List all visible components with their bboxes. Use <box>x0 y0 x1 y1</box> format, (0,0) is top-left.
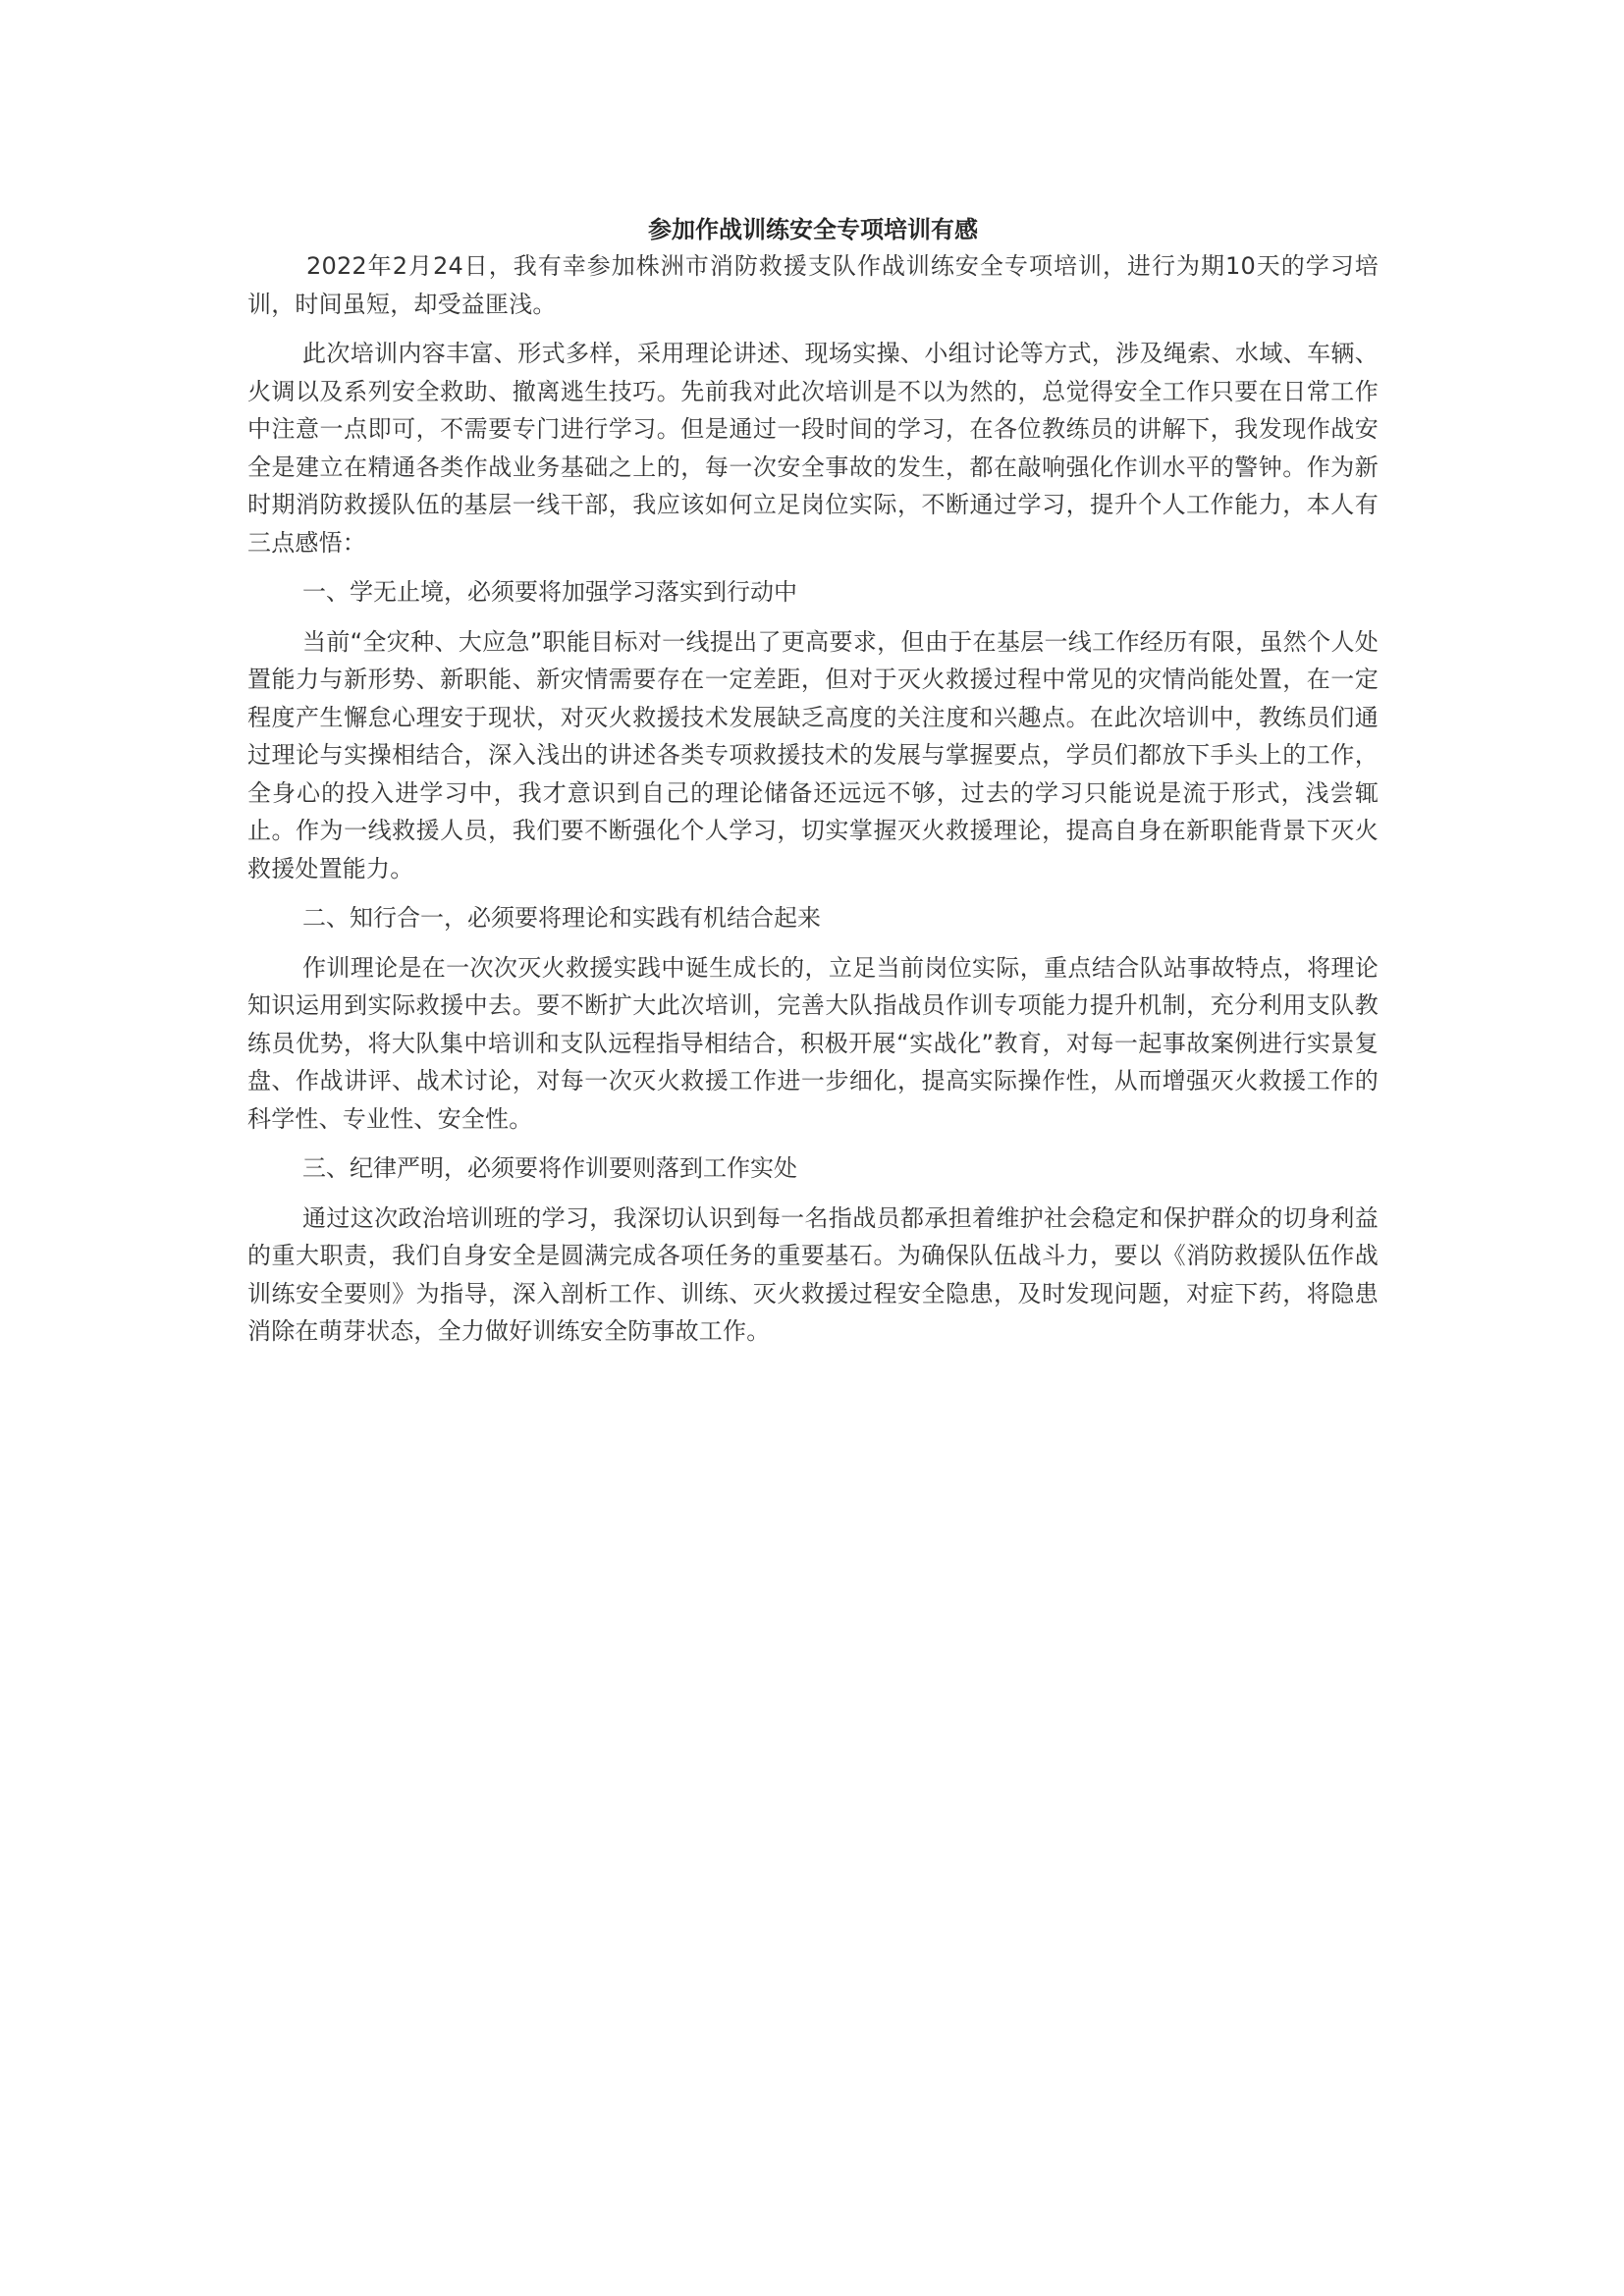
section-1-heading: 一、学无止境，必须要将加强学习落实到行动中 <box>302 578 797 606</box>
overview-paragraph: 此次培训内容丰富、形式多样，采用理论讲述、现场实操、小组讨论等方式，涉及绳索、水域、车辆、火调以及系列安全救助、撤离逃生技巧。先前我对此次培训是不以为然的，总觉得安全工作只要在日常工作中注意一点即可，不需要专门进行学习。但是通过一段时间的学习，在各位教练员的讲解下，我发现作战安全是建立在精通各类作战业务基础之上的，每一次安全事故的发生，都在敲响强化作训水平的警钟。作为新时期消防救援队伍的基层一线干部，我应该如何立足岗位实际，不断通过学习，提升个人工作能力，本人有三点感悟： <box>247 340 1379 557</box>
document-page <box>247 212 1379 1362</box>
section-2-heading: 二、知行合一，必须要将理论和实践有机结合起来 <box>302 904 821 932</box>
section-3-body: 通过这次政治培训班的学习，我深切认识到每一名指战员都承担着维护社会稳定和保护群众的切身利益的重大职责，我们自身安全是圆满完成各项任务的重要基石。为确保队伍战斗力，要以《消防救援队伍作战训练安全要则》为指导，深入剖析工作、训练、灭火救援过程安全隐患，及时发现问题，对症下药，将隐患消除在萌芽状态，全力做好训练安全防事故工作。 <box>247 1203 1379 1345</box>
section-2-body: 作训理论是在一次次灭火救援实践中诞生成长的，立足当前岗位实际，重点结合队站事故特点，将理论知识运用到实际救援中去。要不断扩大此次培训，完善大队指战员作训专项能力提升机制，充分利用支队教练员优势，将大队集中培训和支队远程指导相结合，积极开展“实战化”教育，对每一起事故案例进行实景复盘、作战讲评、战术讨论，对每一次灭火救援工作进一步细化，提高实际操作性，从而增强灭火救援工作的科学性、专业性、安全性。 <box>247 953 1379 1133</box>
document-title: 参加作战训练安全专项培训有感 <box>648 216 978 243</box>
section-3-heading: 三、纪律严明，必须要将作训要则落到工作实处 <box>302 1154 797 1182</box>
section-1-body: 当前“全灾种、大应急”职能目标对一线提出了更高要求，但由于在基层一线工作经历有限，虽然个人处置能力与新形势、新职能、新灾情需要存在一定差距，但对于灭火救援过程中常见的灾情尚能处置，在一定程度产生懈怠心理安于现状，对灭火救援技术发展缺乏高度的关注度和兴趣点。在此次培训中，教练员们通过理论与实操相结合，深入浅出的讲述各类专项救援技术的发展与掌握要点，学员们都放下手头上的工作，全身心的投入进学习中，我才意识到自己的理论储备还远远不够，过去的学习只能说是流于形式，浅尝辄止。作为一线救援人员，我们要不断强化个人学习，切实掌握灭火救援理论，提高自身在新职能背景下灭火救援处置能力。 <box>247 627 1379 882</box>
intro-paragraph: 2022年2月24日，我有幸参加株洲市消防救援支队作战训练安全专项培训，进行为期10天的学习培训，时间虽短，却受益匪浅。 <box>247 252 1379 318</box>
